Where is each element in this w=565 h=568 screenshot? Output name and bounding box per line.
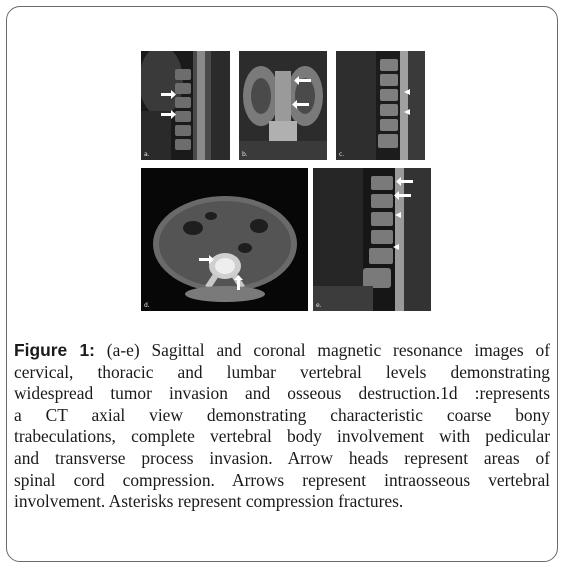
panel-label-e: e. [316,302,322,309]
panel-e-image [313,168,431,311]
panel-c-image [336,51,425,160]
caption-line-2: cervical, thoracic and lumbar vertebral levels demonstrating [14,361,550,382]
panel-b-image [239,51,327,160]
figure-label: Figure 1: [14,340,95,360]
panel-a-image [141,51,230,160]
caption-line-7: spinal cord compression. Arrows represent intraosseous vertebral [14,469,550,490]
figure-caption [14,340,550,513]
caption-line-3: widespread tumor invasion and osseous destruction.1d :represents [14,383,550,404]
figure-panel-c [336,51,425,160]
caption-line-8: involvement. Asterisks represent compression fractures. [14,491,404,512]
panel-label-c: c. [339,151,345,158]
caption-line-4: a CT axial view demonstrating characteristic coarse bony [14,404,550,425]
panel-label-a: a. [144,151,150,158]
figure-panel-e [313,168,431,311]
caption-line-6: and transverse process invasion. Arrow heads represent areas of [14,447,550,468]
caption-text-1: (a-e) Sagittal and coronal magnetic resonance images of [94,340,551,360]
figure-panel-a [141,51,230,160]
panel-d-image [141,168,308,311]
figure-panel-d [141,168,308,311]
caption-line-1 [14,340,550,362]
panel-label-d: d. [144,302,150,309]
panel-label-b: b. [242,151,248,158]
caption-line-5: trabeculations, complete vertebral body involvement with pedicular [14,426,550,447]
figure-panel-b [239,51,327,160]
